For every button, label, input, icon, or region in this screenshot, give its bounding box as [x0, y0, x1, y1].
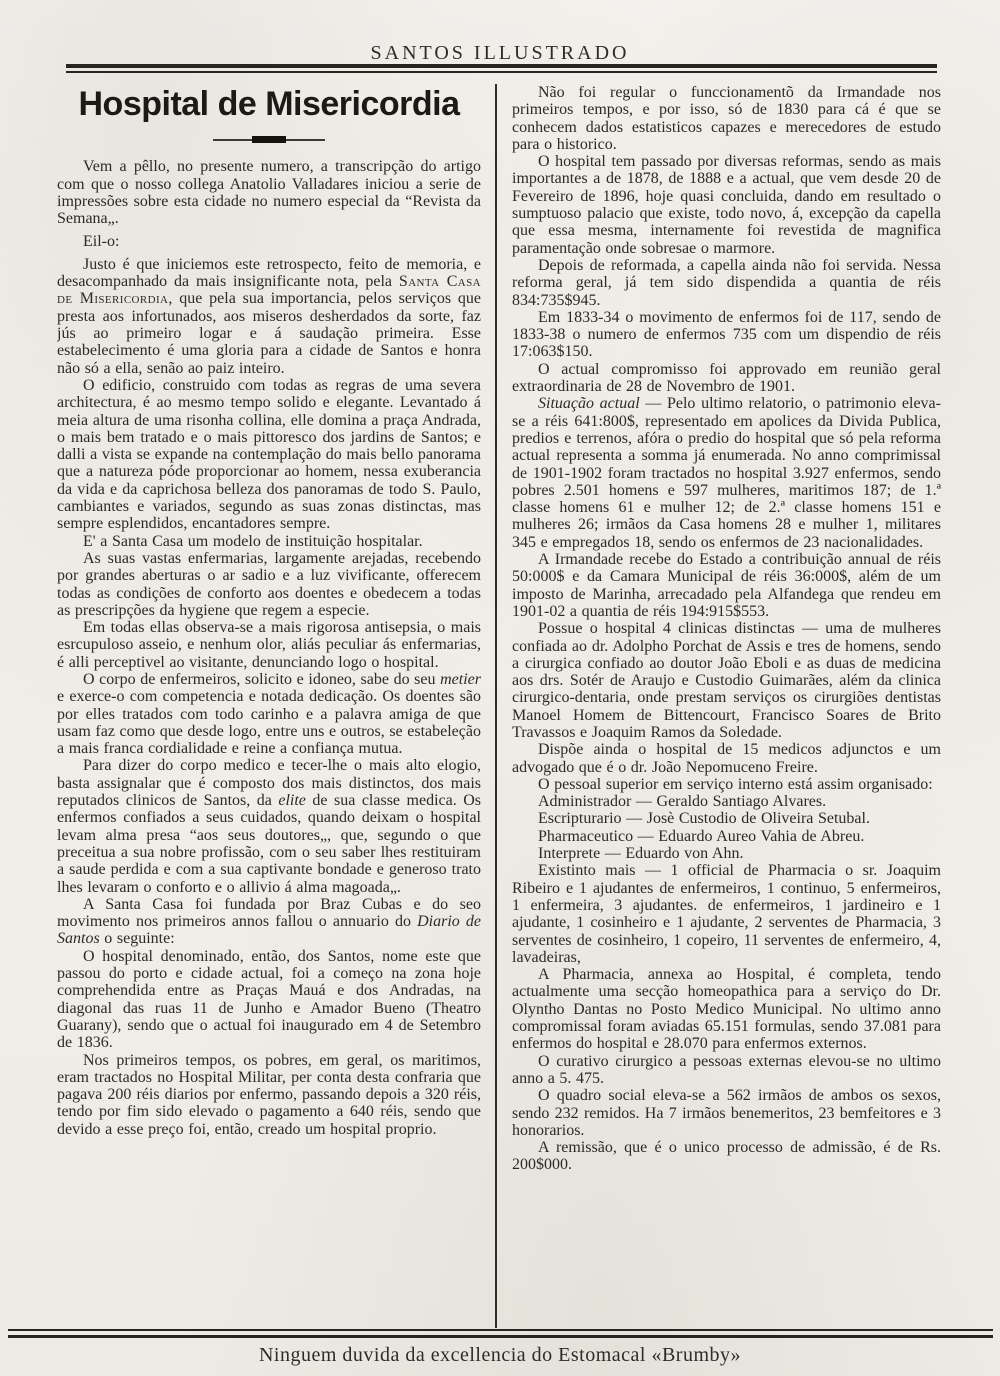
header-double-rule — [66, 64, 937, 73]
paragraph: O actual compromisso foi approvado em reunião geral extraordinaria de 28 de Novembro de 1901. — [512, 360, 941, 396]
article-title: Hospital de Misericordia — [78, 85, 460, 123]
paragraph: Não foi regular o funccionamentõ da Irmandade nos primeiros tempos, e por isso, só de 1830 para cá é que se conhecem dados estatisticos capazes e merecedores de estudo para o historico. — [512, 84, 941, 153]
paragraph: Pharmaceutico — Eduardo Aureo Vahia de Abreu. — [538, 827, 865, 845]
paragraph: A Pharmacia, annexa ao Hospital, é completa, tendo actualmente uma secção homeopathica para a serviço do Dr. Olyntho Dantas no Posto Medico Municipal. No ultimo anno compromissal foram aviadas 65.151 formulas, sendo 37.081 para enfermos do hospital e 28.070 para enfermos externos. — [512, 966, 941, 1053]
paragraph: As suas vastas enfermarias, largamente arejadas, recebendo por grandes aberturas o ar sadio e a luz vivificante, offerecem todas as condições de conforto aos doentes e obedecem a todas as prescripções da hygiene que regem a especie. — [57, 549, 481, 619]
paragraph: Escripturario — Josè Custodio de Oliveira Setubal. — [538, 810, 870, 828]
paragraph: Nos primeiros tempos, os pobres, em geral, os maritimos, eram tractados no Hospital Militar, per conta desta confraria que pagava 200 réis diarios por enfermo, passando depois a 320 réis, tendo por fim sido elevado o pagamento a 640 réis, sendo que devido a esse preço foi, então, creado um hospital proprio. — [57, 1051, 481, 1138]
paragraph: Depois de reformada, a capella ainda não foi servida. Nessa reforma geral, já tem sido dispendida a quantia de réis 834:735$945. — [512, 256, 941, 309]
paragraph: O hospital tem passado por diversas reformas, sendo as mais importantes a de 1878, de 1888 e a actual, que vem desde 20 de Fevereiro de 1896, hoje quasi concluida, dando em resultado o sumptuoso palacio que existe, todo novo, á, excepção da capella que essa mesma, internamente foi revestida de magnifica paramentação onde sobresae o marmore. — [512, 153, 941, 257]
paragraph: O corpo de enfermeiros, solicito e idoneo, sabe do seu metier e exerce-o com competencia e notada dedicação. Os doentes são por elles tratados com todo carinho e a palavra amiga de que usam faz como que desde logo, entre uns e outros, se estabeleção a mais franca cordialidade e reine a confiança mutua. — [57, 671, 481, 758]
paragraph: Em 1833-34 o movimento de enfermos foi de 117, sendo de 1833-38 o numero de enfermos 735 com um dispendio de réis 17:063$150. — [512, 308, 941, 361]
footer-rule-thick — [8, 1335, 993, 1339]
paragraph: A Irmandade recebe do Estado a contribuição annual de réis 50:000$ e da Camara Municipal de réis 36:000$, além de um imposto de Marinha, arrecadado pela Alfandega que rendeu em 1901-02 a quantia de réis 194:915$553. — [512, 551, 941, 620]
paragraph: Justo é que iniciemos este retrospecto, feito de memoria, e desacompanhado da mais insignificante nota, pela Santa Casa de Misericordia, que pela sua importancia, pelos serviços que presta aos infortunados, aos miseros desherdados da sorte, faz jús ao primeiro logar e á saudação primeira. Esse estabelecimento é uma gloria para a cidade de Santos e honra não só a ella, senão ao paiz inteiro. — [57, 255, 481, 377]
title-ornament-rule — [213, 136, 325, 143]
footer-rule-thin — [8, 1329, 993, 1331]
paragraph: Para dizer do corpo medico e tecer-lhe o mais alto elogio, basta assignalar que é composto dos mais distinctos, dos mais reputados clinicos de Santos, da elite de sua classe medica. Os enfermos confiados a seus cuidados, quando deixam o hospital levam alma presa “aos seus doutores„, que, segundo o que preceitua a sua nobre profissão, com o seu saber lhes restituiram a saude perdida e com a sua captivante bondade e generoso trato lhes levaram o conforto e o allivio á alma magoada„. — [57, 757, 481, 896]
paragraph: O curativo cirurgico a pessoas externas elevou-se no ultimo anno a 5. 475. — [512, 1052, 941, 1087]
ornament-thick-bar — [252, 136, 286, 143]
footer-double-rule — [8, 1329, 993, 1338]
paragraph: Dispõe ainda o hospital de 15 medicos adjunctos e um advogado que é o dr. João Nepomuceno Freire. — [512, 741, 941, 776]
paragraph: Possue o hospital 4 clinicas distinctas — uma de mulheres confiada ao dr. Adolpho Porchat de Assis e tres de homens, sendo a cirurgica confiado ao doutor João Eboli e as duas de medicina aos drs. Sotér de Araujo e Custodio Guimarães, além da clinica cirurgico-dentaria, onde prestam serviços os cirurgiões dentistas Manoel Homem de Bittencourt, Francisco Soares de Brito Travassos e Joaquim Ramos da Soledade. — [512, 620, 941, 741]
masthead-title: SANTOS ILLUSTRADO — [370, 42, 630, 64]
header-rule-thin — [66, 71, 937, 73]
footer-advertisement: Ninguem duvida da excellencia do Estomacal «Brumby» — [258, 1344, 742, 1366]
paragraph: Interprete — Eduardo von Ahn. — [538, 845, 744, 863]
paragraph: Vem a pêllo, no presente numero, a transcripção do artigo com que o nosso collega Anatolio Valladares iniciou a serie de impressões sobre esta cidade no numero especial da “Revista da Semana„. — [57, 158, 481, 228]
paragraph: O hospital denominado, então, dos Santos, nome este que passou do porto e cidade actual, foi a começo na zona hoje comprehendida entre as Praças Mauá e dos Andradas, na diagonal das ruas 11 de Junho e Amador Bueno (Theatro Guarany), sendo que o actual foi inaugurado em 4 de Setembro de 1836. — [57, 947, 481, 1052]
article-columns — [57, 84, 941, 1328]
paragraph: O edificio, construido com todas as regras de uma severa architectura, é ao mesmo tempo solido e elegante. Levantado á meia altura de uma risonha collina, elle domina a praça Andrada, o mais bem tratado e o mais pittoresco dos jardins de Santos; e dalli a vista se expande na contemplação do mais bello panorama que a natureza póde proporcionar ao homem, nessa exuberancia da vida e da caprichosa belleza dos panoramas de todo S. Paulo, cambiantes e variados, segundo as suas zonas distinctas, mas sempre esplendidos, encantadores sempre. — [57, 376, 481, 533]
left-column-text — [57, 158, 481, 1138]
right-column — [495, 84, 941, 1328]
paragraph: E' a Santa Casa um modelo de instituição hospitalar. — [83, 532, 423, 550]
paragraph: O pessoal superior em serviço interno está assim organisado: — [538, 775, 933, 793]
left-column — [57, 84, 495, 1328]
paragraph: A Santa Casa foi fundada por Braz Cubas e do seo movimento nos primeiros annos fallou o annuario do Diario de Santos o seguinte: — [57, 895, 481, 948]
paragraph: Eil-o: — [83, 232, 120, 250]
paragraph: A remissão, que é o unico processo de admissão, é de Rs. 200$000. — [512, 1139, 941, 1174]
paragraph: O quadro social eleva-se a 562 irmãos de ambos os sexos, sendo 232 remidos. Ha 7 irmãos benemeritos, 23 bemfeitores e 3 honorarios. — [512, 1087, 941, 1139]
paragraph: Administrador — Geraldo Santiago Alvares. — [538, 793, 827, 811]
paragraph: Em todas ellas observa-se a mais rigorosa antisepsia, o mais esrcupuloso asseio, e nenhum olor, aliás peculiar ás enfermarias, é alli perceptivel ao visitante, denunciando logo o hospital. — [57, 619, 481, 671]
header-rule-thick — [66, 64, 937, 68]
paragraph: Existinto mais — 1 official de Pharmacia o sr. Joaquim Ribeiro e 1 ajudantes de enfermeiros, 1 continuo, 5 enfermeiros, 1 enfermeira, 3 ajudantes. de enfermeiros, 1 jardineiro e 1 ajudante, 1 cosinheiro e 1 ajudante, 2 serventes de Pharmacia, 3 serventes de cosinheiro, 1 copeiro, 11 serventes de enfermeiro, 4, lavadeiras, — [512, 862, 941, 966]
paragraph: Situação actual — Pelo ultimo relatorio, o patrimonio eleva-se a réis 641:800$, representado em apolices da Divida Publica, predios e terrenos, afóra o predio do hospital que só pela reforma actual representa a somma já enumerada. No anno comprimissal de 1901-1902 foram tractados no hospital 3.927 enfermos, sendo pobres 2.501 homens e 597 mulheres, maritimos 187; de 1.ª classe homens 61 e mulher 12; de 2.ª classe homens 151 e mulheres 26; irmãos da Casa homens 28 e mulher 1, militares 345 e empregados 18, sendo os enfermos de 23 nacionalidades. — [512, 395, 941, 551]
